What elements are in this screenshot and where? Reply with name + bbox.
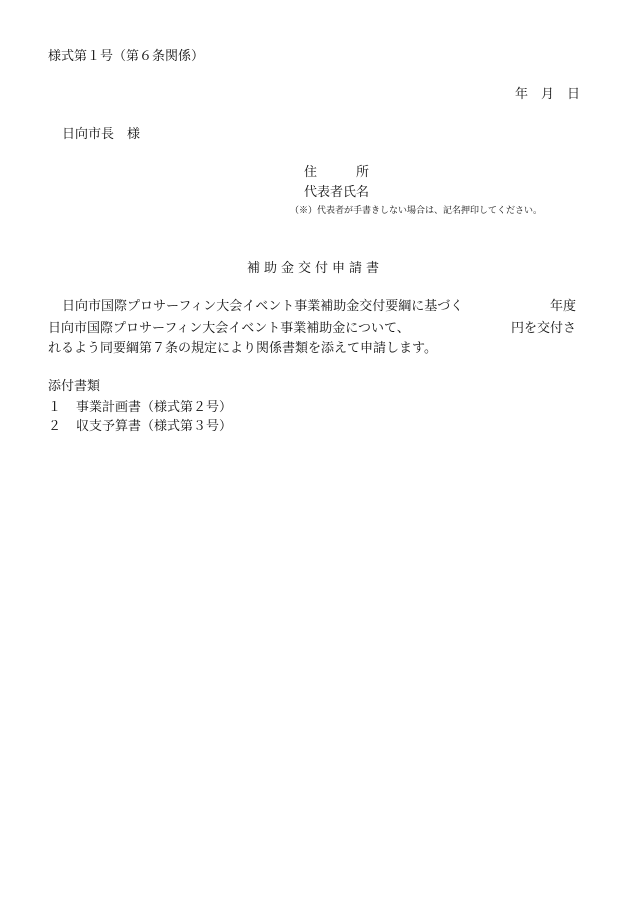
body-line-2-suffix: 円を交付さ xyxy=(510,321,576,336)
body-line-1 xyxy=(62,300,576,313)
body-line-1-suffix: 年度 xyxy=(549,299,576,314)
attachment-item xyxy=(48,401,232,414)
addressee: 日向市長 様 xyxy=(62,127,141,142)
document-title: 補助金交付申請書 xyxy=(246,261,383,276)
body-line-1-text: 日向市国際プロサーフィン大会イベント事業補助金交付要綱に基づく xyxy=(62,299,464,314)
attachment-item xyxy=(48,420,232,433)
body-line-2 xyxy=(48,322,576,335)
form-number: 様式第１号（第６条関係） xyxy=(48,49,205,64)
attachment-number: １ xyxy=(48,400,62,415)
attachment-label: 収支予算書（様式第３号） xyxy=(76,419,233,434)
representative-name-label: 代表者氏名 xyxy=(304,185,370,200)
body-line-2-text: 日向市国際プロサーフィン大会イベント事業補助金について、 xyxy=(48,321,410,336)
attachment-number: ２ xyxy=(48,419,62,434)
attachments-title: 添付書類 xyxy=(48,379,101,394)
signature-note: （※）代表者が手書きしない場合は、記名押印してください。 xyxy=(290,206,543,216)
date-line: 年 月 日 xyxy=(514,87,580,102)
attachment-label: 事業計画書（様式第２号） xyxy=(76,400,233,415)
body-line-3: れるよう同要綱第７条の規定により関係書類を添えて申請します。 xyxy=(48,341,437,356)
address-label: 住 所 xyxy=(304,165,370,180)
